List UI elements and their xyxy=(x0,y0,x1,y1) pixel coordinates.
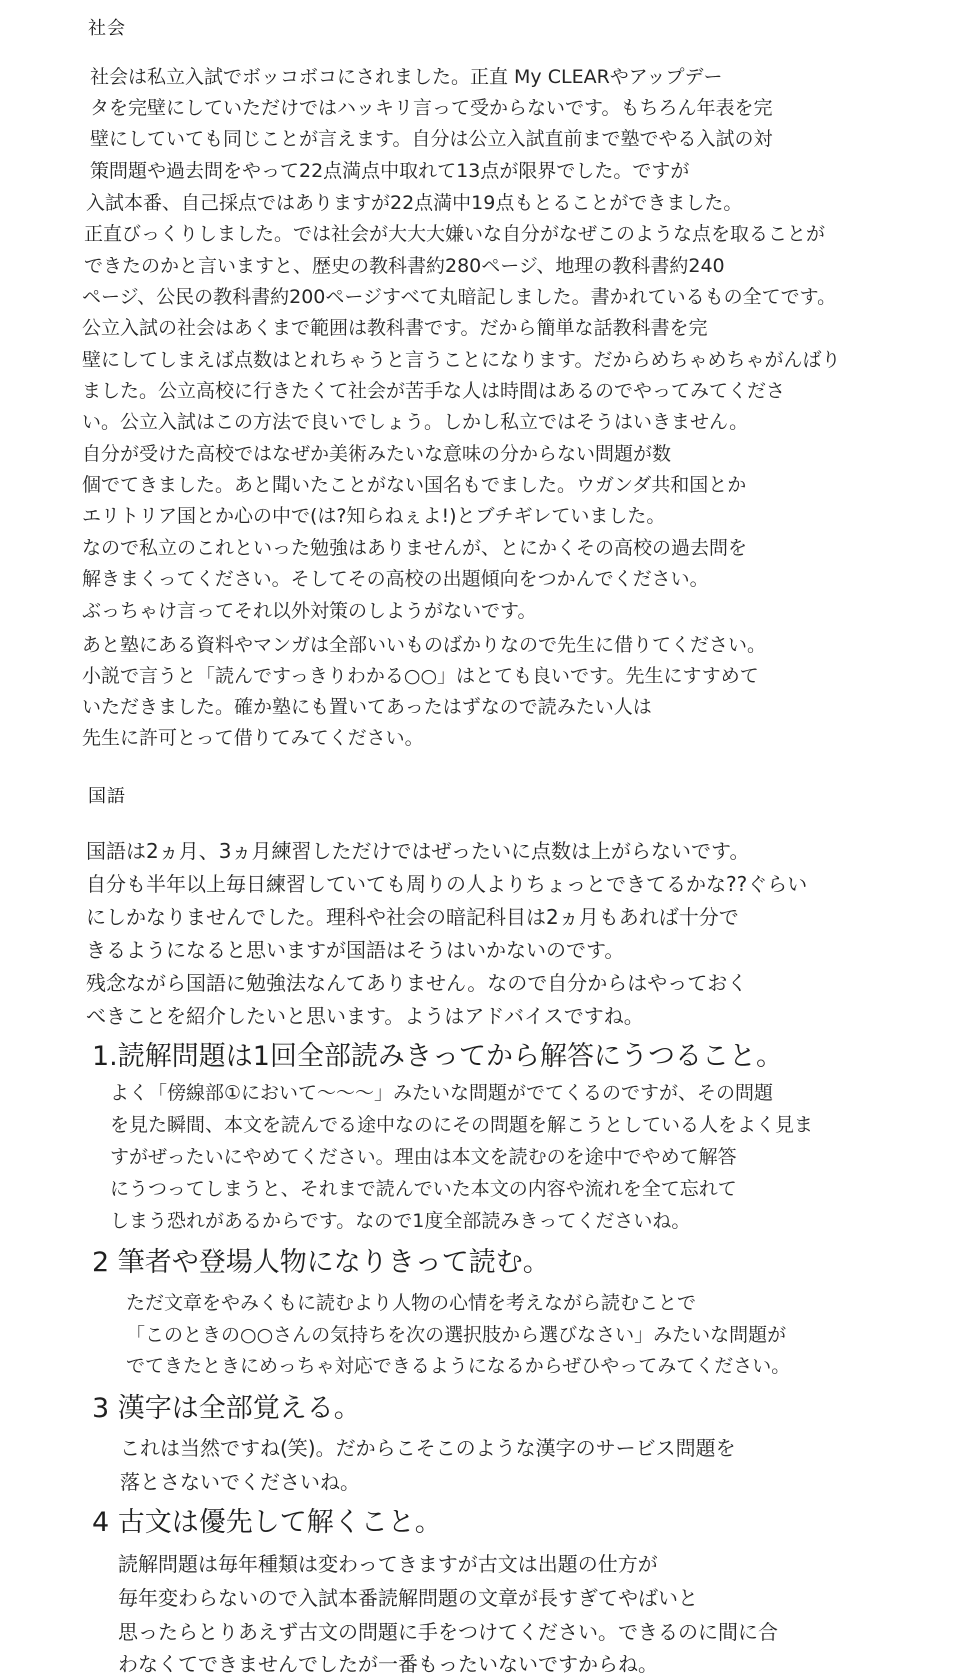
shakai-line: 入試本番、自己採点ではありますが22点満中19点もとることができました。 xyxy=(86,192,743,214)
shakai-line: ました。公立高校に行きたくて社会が苦手な人は時間はあるのでやってみてくださ xyxy=(82,380,786,402)
shakai-line: いただきました。確か塾にも置いてあったはずなので読みたい人は xyxy=(82,696,652,718)
shakai-line: エリトリア国とか心の中で(は?知らねぇよ!)とブチギレていました。 xyxy=(82,505,666,527)
tip-line: でてきたときにめっちゃ対応できるようになるからぜひやってみてください。 xyxy=(126,1355,791,1377)
shakai-line: できたのかと言いますと、歴史の教科書約280ページ、地理の教科書約240 xyxy=(84,255,725,277)
shakai-line: あと塾にある資料やマンガは全部いいものばかりなので先生に借りてください。 xyxy=(82,634,767,656)
kokugo-intro-line: 自分も半年以上毎日練習していても周りの人よりちょっとできてるかな??ぐらい xyxy=(86,872,808,896)
tip-heading: 2 筆者や登場人物になりきって読む。 xyxy=(92,1247,550,1278)
shakai-line: ページ、公民の教科書約200ページすべて丸暗記しました。書かれているもの全てです。 xyxy=(82,286,837,308)
shakai-line: タを完壁にしていただけではハッキリ言って受からないです。もちろん年表を完 xyxy=(90,97,773,119)
tip-line: すがぜったいにやめてください。理由は本文を読むのを途中でやめて解答 xyxy=(110,1146,737,1168)
shakai-line: 自分が受けた高校ではなぜか美術みたいな意味の分からない問題が数 xyxy=(82,443,672,465)
shakai-line: 社会は私立入試でボッコボコにされました。正直 My CLEARやアップデー xyxy=(90,66,723,88)
tip-line: 毎年変わらないので入試本番読解問題の文章が長すぎてやばいと xyxy=(118,1586,698,1610)
kokugo-intro-line: にしかなりませんでした。理科や社会の暗記科目は2ヵ月もあれば十分で xyxy=(86,905,739,929)
kokugo-intro-line: べきことを紹介したいと思います。ようはアドバイスですね。 xyxy=(86,1004,644,1028)
shakai-line: 壁にしてしまえば点数はとれちゃうと言うことになります。だからめちゃめちゃがんばり xyxy=(82,349,841,371)
shakai-line: 解きまくってください。そしてその高校の出題傾向をつかんでください。 xyxy=(82,568,709,590)
tip-line: 「このときの○○さんの気持ちを次の選択肢から選びなさい」みたいな問題が xyxy=(126,1324,787,1346)
section-title-kokugo: 国語 xyxy=(88,786,126,807)
tip-line: よく「傍線部①において〜〜〜」みたいな問題がでてくるのですが、その問題 xyxy=(110,1082,774,1104)
shakai-line: 壁にしていても同じことが言えます。自分は公立入試直前まで塾でやる入試の対 xyxy=(90,128,773,150)
shakai-line: なので私立のこれといった勉強はありませんが、とにかくその高校の過去問を xyxy=(82,537,748,559)
shakai-line: 公立入試の社会はあくまで範囲は教科書です。だから簡単な話教科書を完 xyxy=(82,317,708,339)
shakai-line: い。公立入試はこの方法で良いでしょう。しかし私立ではそうはいきません。 xyxy=(82,411,749,433)
kokugo-intro-line: 国語は2ヵ月、3ヵ月練習しただけではぜったいに点数は上がらないです。 xyxy=(86,839,750,863)
shakai-line: 先生に許可とって借りてみてください。 xyxy=(82,727,424,749)
tip-line: 落とさないでくださいね。 xyxy=(120,1470,360,1494)
shakai-line: 正直びっくりしました。では社会が大大大嫌いな自分がなぜこのような点を取ることが xyxy=(84,223,826,245)
tip-line: 思ったらとりあえず古文の問題に手をつけてください。できるのに間に合 xyxy=(118,1620,778,1644)
tip-line: しまう恐れがあるからです。なので1度全部読みきってくださいね。 xyxy=(110,1210,691,1232)
tip-line: を見た瞬間、本文を読んでる途中なのにその問題を解こうとしている人をよく見ま xyxy=(110,1114,814,1136)
tip-line: にうつってしまうと、それまで読んでいた本文の内容や流れを全て忘れて xyxy=(110,1178,737,1200)
tip-line: 読解問題は毎年種類は変わってきますが古文は出題の仕方が xyxy=(118,1552,658,1576)
shakai-line: 策問題や過去問をやって22点満点中取れて13点が限界でした。ですが xyxy=(90,160,690,182)
tip-heading: 4 古文は優先して解くこと。 xyxy=(92,1507,442,1538)
shakai-line: 個でてきました。あと聞いたことがない国名もでました。ウガンダ共和国とか xyxy=(82,474,747,496)
tip-heading: 1.読解問題は1回全部読みきってから解答にうつること。 xyxy=(92,1041,783,1072)
shakai-line: 小説で言うと「読んですっきりわかる○○」はとても良いです。先生にすすめて xyxy=(82,665,759,687)
tip-line: わなくてできませんでしたが一番もったいないですからね。 xyxy=(118,1652,658,1676)
kokugo-intro-line: 残念ながら国語に勉強法なんてありません。なので自分からはやっておく xyxy=(86,971,748,995)
section-title-shakai: 社会 xyxy=(88,18,126,39)
tip-heading: 3 漢字は全部覚える。 xyxy=(92,1393,361,1424)
shakai-line: ぶっちゃけ言ってそれ以外対策のしようがないです。 xyxy=(82,600,537,622)
tip-line: これは当然ですね(笑)。だからこそこのような漢字のサービス問題を xyxy=(120,1436,736,1460)
kokugo-intro-line: きるようになると思いますが国語はそうはいかないのです。 xyxy=(86,938,625,962)
tip-line: ただ文章をやみくもに読むより人物の心情を考えながら読むことで xyxy=(126,1292,697,1314)
